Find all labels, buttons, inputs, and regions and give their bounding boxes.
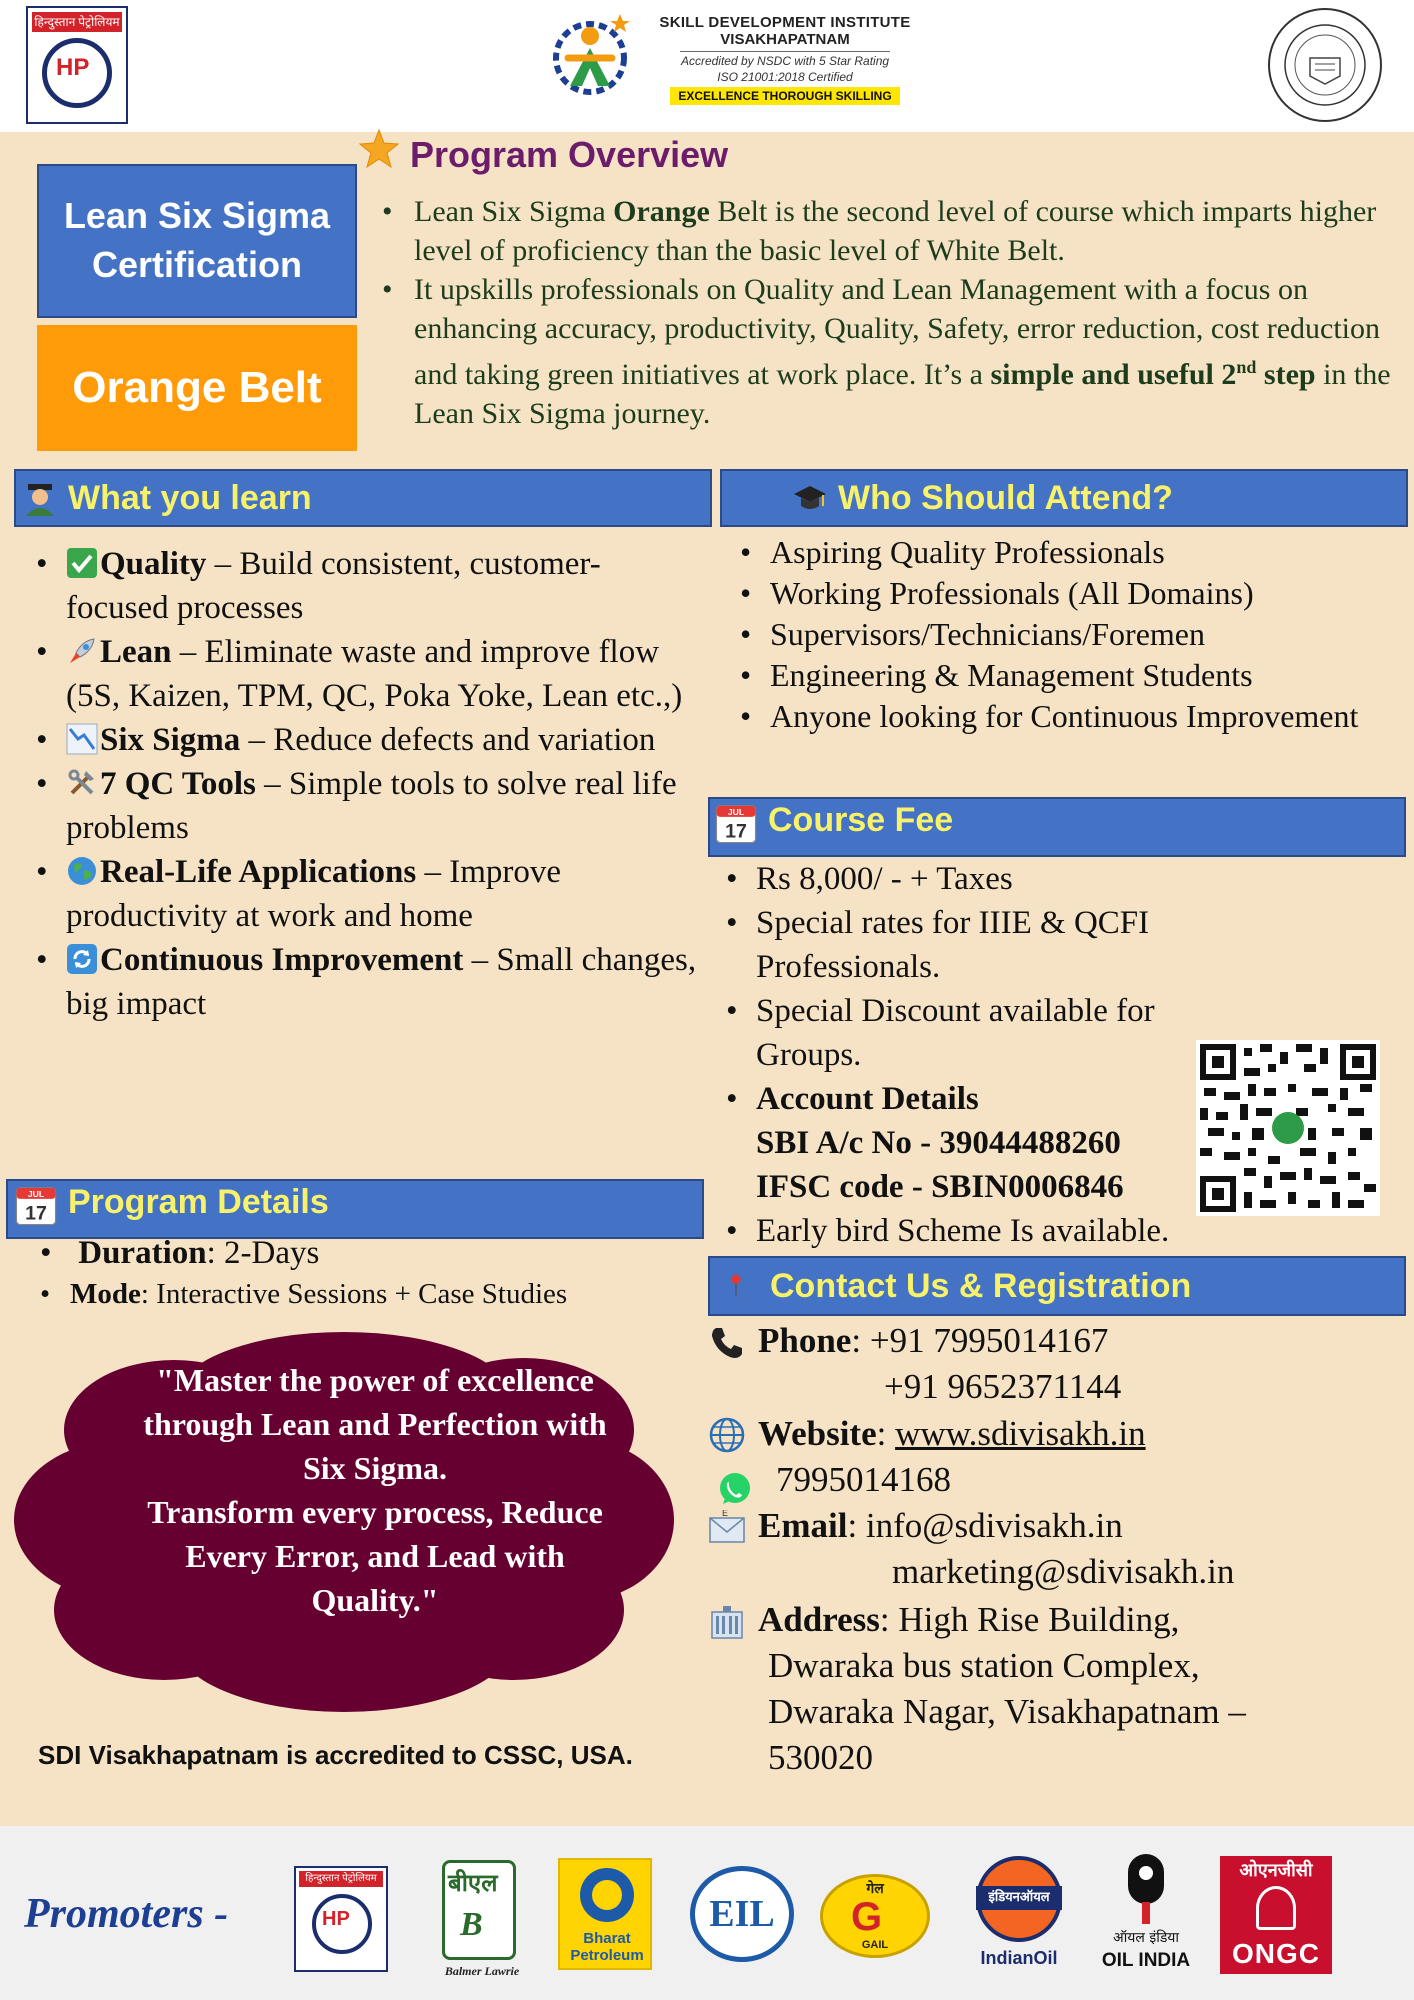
what-you-learn-heading: What you learn bbox=[68, 478, 312, 517]
fee-list bbox=[722, 857, 1222, 1253]
address-text-1: : High Rise Building, bbox=[879, 1600, 1180, 1639]
certification-title-line2: Certification bbox=[91, 244, 302, 285]
address-line-3: Dwaraka Nagar, Visakhapatnam – bbox=[768, 1692, 1246, 1731]
eil-text: EIL bbox=[709, 1893, 775, 1935]
sdi-tagline: EXCELLENCE THOROUGH SKILLING bbox=[670, 87, 899, 105]
attend-item: • Working Professionals (All Domains) bbox=[736, 573, 1406, 614]
attend-item: • Engineering & Management Students bbox=[736, 655, 1406, 696]
sdi-name-block bbox=[650, 14, 920, 105]
address-line-1 bbox=[758, 1597, 1179, 1643]
email-address-2[interactable]: marketing@sdivisakh.in bbox=[892, 1552, 1235, 1591]
details-list bbox=[36, 1232, 716, 1314]
contact-heading: Contact Us & Registration bbox=[770, 1266, 1192, 1305]
program-details-heading: Program Details bbox=[68, 1183, 329, 1221]
hp-promoter-logo bbox=[294, 1866, 388, 1972]
learn-item-six-sigma-text: – Reduce defects and variation bbox=[240, 722, 656, 758]
gail-mark: G bbox=[851, 1895, 883, 1939]
oil-india-hindi: ऑयल इंडिया bbox=[1112, 1930, 1180, 1946]
hp-promoter-band: हिन्दुस्तान पेट्रोलियम bbox=[299, 1871, 383, 1887]
balmer-lawrie-logo bbox=[436, 1860, 528, 1980]
overview-p2-bold1: simple and useful 2 bbox=[990, 358, 1237, 391]
learn-item-quality-title: Quality bbox=[100, 546, 207, 582]
learn-list bbox=[32, 542, 702, 1026]
indianoil-hindi: इंडियनऑयल bbox=[976, 1886, 1062, 1910]
overview-p1-bold: Orange bbox=[613, 195, 710, 228]
what-you-learn-bar bbox=[14, 469, 712, 527]
address-line-4: 530020 bbox=[768, 1738, 873, 1777]
globe-icon bbox=[66, 855, 98, 887]
whatsapp-icon bbox=[716, 1470, 754, 1508]
quote-line: Quality." bbox=[311, 1582, 439, 1618]
duration-value: : 2-Days bbox=[206, 1235, 320, 1271]
sdi-accreditation: Accredited by NSDC with 5 Star Rating bbox=[680, 54, 890, 68]
whatsapp-number[interactable]: 7995014168 bbox=[776, 1460, 951, 1499]
learn-item-qc-tools-title: 7 QC Tools bbox=[100, 766, 256, 802]
rocket-icon bbox=[66, 635, 98, 667]
sdi-name-line2: VISAKHAPATNAM bbox=[720, 31, 850, 48]
overview-p2-text-a: It upskills professionals on Quality and Lean Management with a focus on enhancing accuracy, productivity, Quality, Safety, error reduction, cost reduction and taking green initiatives at work place. It’s a bbox=[414, 273, 1381, 391]
details-mode bbox=[36, 1274, 716, 1314]
bpcl-inner bbox=[592, 1880, 622, 1910]
program-details-bar bbox=[6, 1179, 704, 1239]
chart-down-icon bbox=[66, 723, 98, 755]
svg-text:E: E bbox=[722, 1510, 729, 1518]
email-line-1 bbox=[758, 1503, 1123, 1549]
calendar-month: JUL bbox=[27, 1189, 45, 1200]
belt-title-box bbox=[37, 325, 357, 451]
bpcl-text-2: Petroleum bbox=[570, 1947, 644, 1964]
attend-list bbox=[736, 532, 1406, 737]
learn-item-six-sigma-title: Six Sigma bbox=[100, 722, 241, 758]
hp-promoter-text: HP bbox=[322, 1908, 350, 1930]
learn-item-continuous bbox=[32, 938, 702, 1026]
oil-india-dot bbox=[1139, 1866, 1153, 1880]
quote-line: Transform every process, Reduce bbox=[147, 1494, 603, 1530]
hp-logo-band: हिन्दुस्तान पेट्रोलियम bbox=[32, 12, 122, 32]
ongc-mark bbox=[1256, 1886, 1296, 1930]
calendar-icon bbox=[714, 801, 758, 845]
gail-text: GAIL bbox=[861, 1939, 889, 1951]
fee-item: • Early bird Scheme Is available. bbox=[722, 1209, 1222, 1253]
fee-item: • Special Discount available for Groups. bbox=[722, 989, 1222, 1077]
attend-item: • Anyone looking for Continuous Improvement bbox=[736, 696, 1406, 737]
website-link[interactable]: www.sdivisakh.in bbox=[895, 1414, 1146, 1453]
phone-number-1[interactable]: : +91 7995014167 bbox=[851, 1321, 1109, 1360]
account-heading: Account Details bbox=[756, 1081, 979, 1117]
phone-label: Phone bbox=[758, 1321, 852, 1360]
attend-item: • Aspiring Quality Professionals bbox=[736, 532, 1406, 573]
contact-bar bbox=[708, 1256, 1406, 1316]
phone-icon bbox=[708, 1324, 746, 1362]
learn-item-continuous-text: – Small changes, big impact bbox=[66, 942, 697, 1022]
building-icon bbox=[708, 1604, 746, 1642]
duration-label: Duration bbox=[78, 1235, 207, 1271]
website-line: Website: www.sdivisakh.in bbox=[758, 1414, 1146, 1453]
account-number: SBI A/c No - 39044488260 bbox=[756, 1125, 1121, 1161]
overview-point-2 bbox=[382, 270, 1392, 433]
accreditation-note: SDI Visakhapatnam is accredited to CSSC, USA. bbox=[38, 1740, 633, 1770]
quote-text bbox=[90, 1358, 660, 1622]
certification-title-line1: Lean Six Sigma bbox=[63, 195, 331, 237]
overview-p2-text-b: in the Lean Six Sigma journey. bbox=[414, 358, 1391, 430]
overview-p1-text-a: Lean Six Sigma bbox=[414, 195, 614, 228]
learn-item-six-sigma bbox=[32, 718, 702, 762]
course-fee-heading: Course Fee bbox=[768, 801, 954, 839]
star-icon bbox=[358, 128, 400, 170]
balmer-lawrie-mark: B bbox=[460, 1906, 483, 1943]
payment-qr-code[interactable] bbox=[1196, 1040, 1380, 1216]
mode-value: : Interactive Sessions + Case Studies bbox=[140, 1278, 568, 1310]
address-line-2: Dwaraka bus station Complex, bbox=[768, 1646, 1200, 1685]
bharat-petroleum-logo bbox=[558, 1858, 652, 1970]
hp-logo-text: HP bbox=[56, 54, 90, 81]
calendar-day: 17 bbox=[25, 1202, 47, 1225]
course-fee-bar bbox=[708, 797, 1406, 857]
learn-item-quality-text: – Build consistent, customer-focused processes bbox=[66, 546, 601, 626]
tools-icon bbox=[66, 767, 98, 799]
certification-title-box bbox=[37, 164, 357, 318]
learn-item-lean-text: – Eliminate waste and improve flow (5S, Kaizen, TPM, QC, Poka Yoke, Lean etc.,) bbox=[66, 634, 683, 714]
graduation-cap-icon bbox=[792, 480, 828, 516]
learn-item-lean bbox=[32, 630, 702, 718]
overview-p2-sup: nd bbox=[1236, 357, 1257, 377]
oil-india-text: OIL INDIA bbox=[1101, 1950, 1191, 1971]
oil-india-logo bbox=[1096, 1852, 1196, 1978]
mode-label: Mode bbox=[70, 1278, 141, 1310]
sdi-iso: ISO 21001:2018 Certified bbox=[717, 70, 853, 84]
hp-logo bbox=[26, 6, 128, 124]
belt-title: Orange Belt bbox=[72, 363, 322, 412]
ifsc-code: IFSC code - SBIN0006846 bbox=[756, 1169, 1124, 1205]
ongc-hindi: ओएनजीसी bbox=[1239, 1860, 1313, 1881]
student-icon bbox=[22, 480, 58, 516]
bpcl-text bbox=[560, 1930, 654, 1964]
website-label: Website bbox=[758, 1414, 877, 1453]
fee-item: • Special rates for IIIE & QCFI Professionals. bbox=[722, 901, 1222, 989]
check-icon bbox=[66, 547, 98, 579]
oil-india-stem bbox=[1142, 1902, 1150, 1924]
fee-item: • Rs 8,000/ - + Taxes bbox=[722, 857, 1222, 901]
calendar-month: JUL bbox=[727, 807, 745, 818]
who-should-attend-heading: Who Should Attend? bbox=[838, 478, 1173, 517]
program-overview-heading: Program Overview bbox=[410, 134, 729, 175]
learn-item-applications bbox=[32, 850, 702, 938]
bpcl-text-1: Bharat bbox=[583, 1930, 631, 1947]
eil-logo bbox=[690, 1866, 794, 1962]
indianoil-logo bbox=[970, 1856, 1068, 1972]
email-label: Email bbox=[758, 1506, 848, 1545]
ongc-logo bbox=[1220, 1856, 1332, 1974]
balmer-lawrie-hindi: बीएल bbox=[448, 1869, 498, 1897]
learn-item-qc-tools bbox=[32, 762, 702, 850]
cssc-seal-icon bbox=[1266, 6, 1384, 124]
quote-line: Every Error, and Lead with bbox=[185, 1538, 565, 1574]
details-duration bbox=[36, 1232, 716, 1274]
quote-line: "Master the power of excellence bbox=[156, 1362, 594, 1398]
promoters-label: Promoters - bbox=[24, 1891, 229, 1937]
ongc-text: ONGC bbox=[1232, 1938, 1320, 1969]
sdi-name-line1: SKILL DEVELOPMENT INSTITUTE bbox=[659, 14, 911, 31]
gail-logo bbox=[820, 1874, 930, 1958]
pushpin-icon bbox=[728, 1268, 752, 1304]
overview-p2-bold2: step bbox=[1256, 358, 1316, 391]
learn-item-applications-title: Real-Life Applications bbox=[100, 854, 417, 890]
learn-item-lean-title: Lean bbox=[100, 634, 172, 670]
email-address-1[interactable]: : info@sdivisakh.in bbox=[847, 1506, 1123, 1545]
overview-point-1 bbox=[382, 192, 1392, 270]
quote-line: through Lean and Perfection with bbox=[143, 1406, 607, 1442]
learn-item-qc-tools-text: – Simple tools to solve real life problems bbox=[66, 766, 677, 846]
sdi-logo-icon bbox=[540, 6, 640, 106]
overview-p1-text-b: Belt is the second level of course which imparts higher level of proficiency than the basic level of White Belt. bbox=[414, 195, 1377, 267]
gail-hindi: गेल bbox=[866, 1881, 884, 1897]
learn-item-continuous-title: Continuous Improvement bbox=[100, 942, 464, 978]
phone-number-2[interactable]: +91 9652371144 bbox=[884, 1367, 1122, 1406]
program-overview-list bbox=[382, 192, 1392, 433]
calendar-icon bbox=[14, 1183, 58, 1227]
learn-item-applications-text: – Improve productivity at work and home bbox=[66, 854, 562, 934]
globe-icon bbox=[708, 1416, 746, 1454]
phone-line-1 bbox=[758, 1318, 1108, 1364]
attend-item: • Supervisors/Technicians/Foremen bbox=[736, 614, 1406, 655]
refresh-icon bbox=[66, 943, 98, 975]
balmer-lawrie-text: Balmer Lawrie bbox=[444, 1964, 520, 1978]
quote-line: Six Sigma. bbox=[302, 1450, 448, 1486]
indianoil-text: IndianOil bbox=[980, 1948, 1058, 1968]
who-should-attend-bar bbox=[720, 469, 1408, 527]
calendar-day: 17 bbox=[725, 820, 747, 843]
address-label: Address bbox=[758, 1600, 880, 1639]
fee-account bbox=[722, 1077, 1222, 1209]
email-icon bbox=[708, 1510, 746, 1548]
learn-item-quality bbox=[32, 542, 702, 630]
